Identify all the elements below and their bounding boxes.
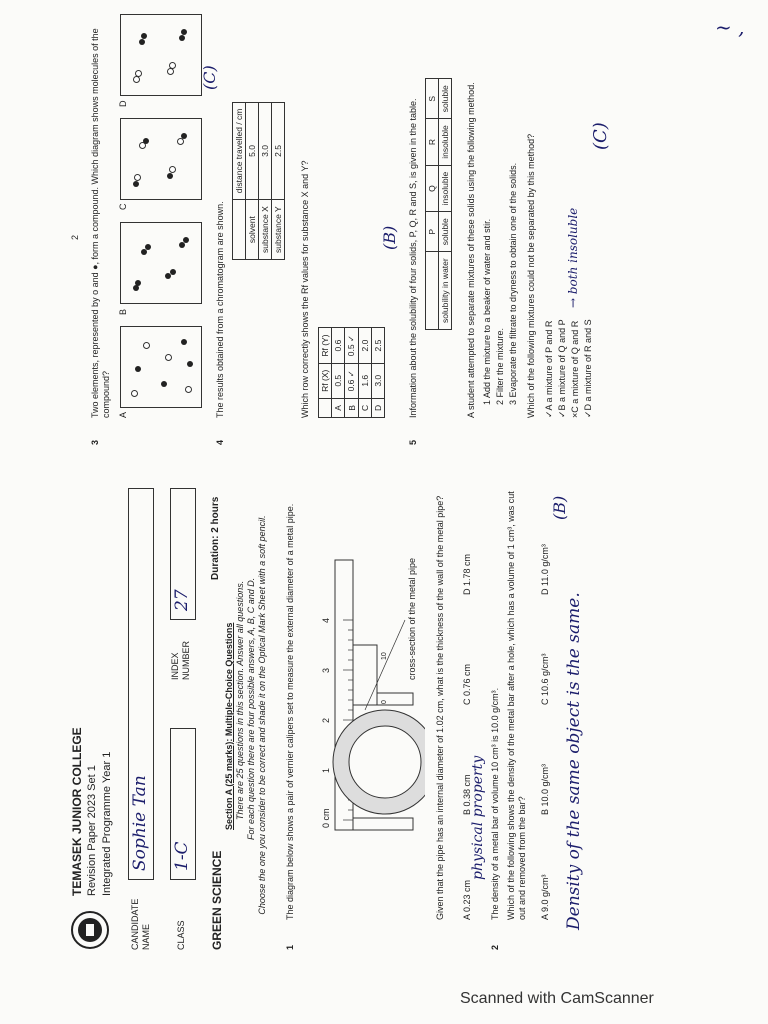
q1-question: Given that the pipe has an internal diameter of 1.02 cm, what is the thickness of the wall of the metal pipe? [435, 495, 445, 920]
q2-answer: (B) [550, 495, 569, 520]
sol-s: soluble [439, 79, 452, 119]
candidate-value: Sophie Tan [130, 775, 150, 871]
pipe-caption: cross-section of the metal pipe [407, 557, 417, 680]
scale-label-3: 3 [321, 667, 331, 673]
q5-option-a: ✓A a mixture of P and R [544, 320, 554, 418]
corner-scribble: ~ , [715, 15, 745, 39]
index-value: 27 [172, 589, 192, 611]
index-field [170, 488, 196, 620]
q5-option-c: ×C a mixture of Q and R [570, 320, 580, 418]
q5-step-1: 1 Add the mixture to a beaker of water and stir. [482, 218, 492, 405]
rf-row-y: 2.0 [359, 328, 372, 363]
rf-header-blank [319, 398, 332, 417]
section-line3: Choose the one you consider to be correct and shade it on the Optical Mark Sheet with a soft pencil. [257, 515, 267, 915]
sol-row-label: solubility in water [439, 252, 452, 330]
sol-header-p: P [426, 212, 439, 252]
chrom-header-distance: distance travelled / cm [233, 102, 246, 200]
rf-row-x: 0.5 [332, 363, 345, 398]
college-name: TEMASEK JUNIOR COLLEGE [70, 727, 84, 896]
section-line2: For each question there are four possible answers, A, B, C and D. [246, 577, 256, 840]
chrom-row-value: 3.0 [259, 102, 272, 200]
q5-number: 5 [408, 439, 418, 445]
college-logo [70, 910, 110, 950]
sol-header-s: S [426, 79, 439, 119]
rf-row-y: 2.5 [372, 328, 385, 363]
q2-option-b: B 10.0 g/cm³ [540, 763, 550, 815]
q5-text: Information about the solubility of four solids, P, Q, R and S, is given in the table. [408, 98, 418, 418]
q2-question: Which of the following shows the density of the metal bar after a hole, which has a volume of 1 cm³, was cut out and removed from the bar? [506, 491, 527, 920]
vernier-calipers-diagram [305, 540, 425, 900]
q5-answer: (C) [590, 122, 611, 150]
q4-text: The results obtained from a chromatogram are shown. [215, 201, 225, 418]
sol-p: soluble [439, 212, 452, 252]
q1-option-a: A 0.23 cm [462, 879, 472, 920]
rf-row-y: 0.5 ✓ [345, 328, 359, 363]
q2-number: 2 [490, 944, 500, 950]
q3-label-b: B [118, 308, 128, 315]
q3-answer: (C) [200, 65, 219, 90]
class-field [170, 728, 196, 880]
chrom-header-blank [233, 200, 246, 260]
class-value: 1-C [172, 841, 192, 871]
scanner-watermark: Scanned with CamScanner [460, 990, 654, 1007]
rf-row-letter: B [345, 398, 359, 417]
programme-title: Integrated Programme Year 1 [101, 751, 113, 896]
section-title: Section A (25 marks): Multiple-Choice Questions [224, 622, 234, 830]
q2-option-c: C 10.6 g/cm³ [540, 653, 550, 705]
sol-q: insoluble [439, 165, 452, 212]
q2-text: The density of a metal bar of volume 10 cm³ is 10.0 g/cm³. [490, 687, 500, 920]
q3-label-d: D [118, 100, 128, 107]
q5-step-3: 3 Evaporate the filtrate to dryness to obtain one of the solids. [508, 162, 518, 405]
q4-number: 4 [215, 439, 225, 445]
q3-number: 3 [90, 439, 100, 445]
rf-row-x: 0.6 ✓ [345, 363, 359, 398]
scale-label-1: 1 [321, 767, 331, 773]
rf-header-x: Rf (X) [319, 363, 332, 398]
q3-diagram-d [120, 14, 202, 96]
chrom-row-value: 2.5 [272, 102, 285, 200]
rf-row-letter: C [359, 398, 372, 417]
scale-label-2: 2 [321, 717, 331, 723]
rf-row-x: 1.6 [359, 363, 372, 398]
q4-question: Which row correctly shows the Rf values for substance X and Y? [300, 160, 310, 418]
page-number: 2 [70, 234, 80, 240]
rf-options-table [318, 327, 385, 418]
chrom-row-label: substance Y [272, 200, 285, 260]
rf-header-y: Rf (Y) [319, 328, 332, 363]
chrom-row-value: 5.0 [246, 102, 259, 200]
q1-option-d: D 1.78 cm [462, 553, 472, 595]
q1-option-c: C 0.76 cm [462, 663, 472, 705]
vernier-label-0: 0 [381, 700, 388, 704]
q3-label-a: A [118, 411, 128, 418]
paper-title: Revision Paper 2023 Set 1 [86, 765, 98, 896]
q1-text: The diagram below shows a pair of vernier calipers set to measure the external diameter of a metal pipe. [285, 503, 295, 920]
index-label: INDEX NUMBER [170, 640, 191, 680]
rf-row-letter: A [332, 398, 345, 417]
q2-option-a: A 9.0 g/cm³ [540, 874, 550, 920]
q5-note-insoluble: → both insoluble [566, 207, 580, 308]
q5-question: Which of the following mixtures could not be separated by this method? [526, 133, 536, 418]
sol-r: insoluble [439, 119, 452, 166]
q3-diagram-c [120, 118, 202, 200]
sol-header-blank [426, 252, 439, 330]
class-label: CLASS [176, 920, 186, 950]
section-line1: There are 25 questions in this section. Answer all questions. [235, 580, 245, 820]
vernier-label-10: 10 [381, 652, 388, 660]
rotated-exam-sheet [50, 0, 750, 980]
duration: Duration: 2 hours [210, 496, 221, 580]
q2-option-d: D 11.0 g/cm³ [540, 544, 550, 595]
q3-label-c: C [118, 203, 128, 210]
q4-answer: (B) [380, 225, 399, 250]
sol-header-q: Q [426, 165, 439, 212]
rf-row-y: 0.6 [332, 328, 345, 363]
solubility-table [425, 78, 452, 330]
scale-label-4: 4 [321, 617, 331, 623]
candidate-field [128, 488, 154, 880]
q5-step-2: 2 Filter the mixture. [495, 327, 505, 405]
q2-note-density: Density of the same object is the same. [564, 592, 584, 930]
q1-number: 1 [285, 944, 295, 950]
q5-option-b: ✓B a mixture of Q and P [557, 319, 567, 418]
subject-title: GREEN SCIENCE [210, 850, 224, 950]
q5-option-d: ✓D a mixture of R and S [583, 319, 593, 418]
q5-intro: A student attempted to separate mixtures of these solids using the following method. [466, 82, 476, 418]
sol-header-r: R [426, 119, 439, 166]
q1-option-b: B 0.38 cm [462, 774, 472, 815]
q3-diagram-b [120, 222, 202, 304]
chromatogram-table [232, 102, 285, 260]
q3-text: Two elements, represented by o and ●, form a compound. Which diagram shows molecules of the compound? [90, 28, 111, 418]
q2-note-physical: physical property [470, 755, 486, 880]
q3-diagram-a [120, 326, 202, 408]
rf-row-letter: D [372, 398, 385, 417]
candidate-label: CANDIDATE NAME [130, 898, 151, 950]
rf-row-x: 3.0 [372, 363, 385, 398]
chrom-row-label: substance X [259, 200, 272, 260]
scale-label-0: 0 cm [321, 808, 331, 828]
chrom-row-label: solvent [246, 200, 259, 260]
